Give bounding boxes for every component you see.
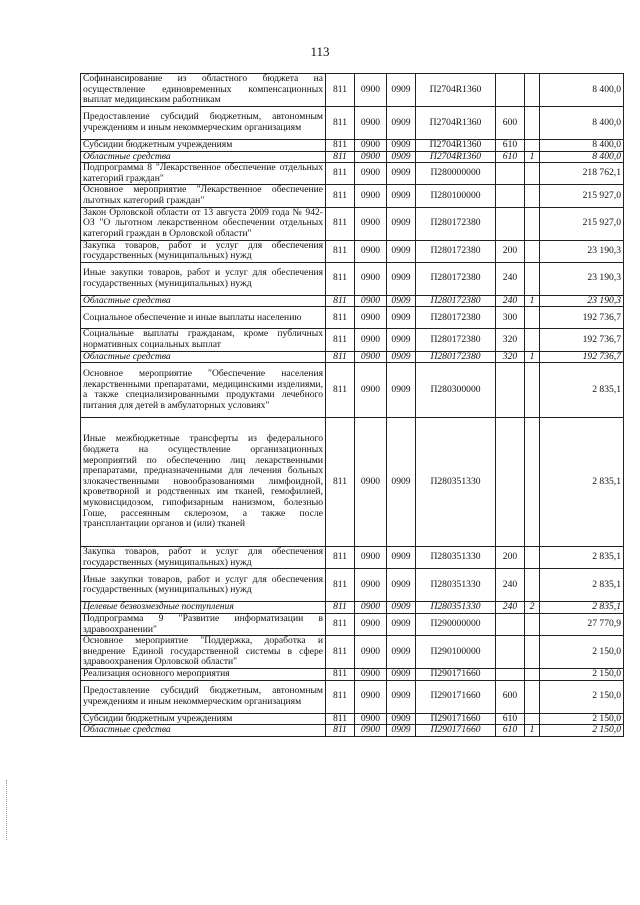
margin-mark [6,780,10,840]
table-row [81,207,624,240]
row-target-article: П280172380 [416,262,496,295]
row-funding-source: 1 [525,151,540,163]
row-expense-type: 300 [496,307,525,329]
row-expense-type: 610 [496,713,525,725]
row-expense-type: 240 [496,602,525,614]
row-glav: 811 [326,240,355,262]
row-expense-type: 610 [496,151,525,163]
row-amount: 215 927,0 [540,207,624,240]
row-section: 0900 [355,351,387,363]
row-funding-source [525,262,540,295]
row-amount: 192 736,7 [540,329,624,351]
row-expense-type: 240 [496,569,525,602]
row-amount: 215 927,0 [540,185,624,207]
row-name: Областные средства [81,151,326,163]
row-section: 0900 [355,240,387,262]
row-subsection: 0909 [387,680,416,713]
row-section: 0900 [355,669,387,681]
row-section: 0900 [355,207,387,240]
row-subsection: 0909 [387,74,416,107]
row-funding-source [525,185,540,207]
row-amount: 8 400,0 [540,107,624,140]
row-funding-source [525,140,540,152]
row-target-article: П290171660 [416,713,496,725]
row-expense-type [496,418,525,547]
row-glav: 811 [326,669,355,681]
row-name: Основное мероприятие "Обеспечение населения лекарственными препаратами, медицинскими изделиями, а также специализированными продуктами лечебного питания для детей в амбулаторных условиях" [81,363,326,418]
row-target-article: П290171660 [416,669,496,681]
row-expense-type: 600 [496,107,525,140]
row-funding-source [525,569,540,602]
row-funding-source: 1 [525,725,540,737]
row-funding-source [525,363,540,418]
row-target-article: П2704R1360 [416,107,496,140]
row-glav: 811 [326,151,355,163]
row-subsection: 0909 [387,140,416,152]
row-amount: 8 400,0 [540,151,624,163]
row-subsection: 0909 [387,569,416,602]
row-target-article: П280172380 [416,295,496,307]
row-funding-source: 2 [525,602,540,614]
row-subsection: 0909 [387,295,416,307]
row-name: Подпрограмма 9 "Развитие информатизации в здравоохранении" [81,613,326,635]
row-funding-source [525,636,540,669]
table-row [81,713,624,725]
row-funding-source: 1 [525,295,540,307]
row-name: Иные закупки товаров, работ и услуг для обеспечения государственных (муниципальных) нужд [81,262,326,295]
row-target-article: П280172380 [416,329,496,351]
row-amount: 2 150,0 [540,713,624,725]
row-name: Целевые безвозмездные поступления [81,602,326,614]
row-section: 0900 [355,140,387,152]
table-row [81,725,624,737]
row-target-article: П280351330 [416,547,496,569]
row-name: Подпрограмма 8 "Лекарственное обеспечение отдельных категорий граждан" [81,163,326,185]
row-amount: 218 762,1 [540,163,624,185]
row-name: Закупка товаров, работ и услуг для обеспечения государственных (муниципальных) нужд [81,240,326,262]
row-amount: 2 835,1 [540,418,624,547]
row-target-article: П290100000 [416,636,496,669]
row-expense-type [496,74,525,107]
row-subsection: 0909 [387,207,416,240]
row-funding-source [525,713,540,725]
row-glav: 811 [326,329,355,351]
row-glav: 811 [326,262,355,295]
row-subsection: 0909 [387,240,416,262]
row-expense-type [496,636,525,669]
table-row [81,569,624,602]
row-target-article: П2704R1360 [416,140,496,152]
budget-table-body [81,74,624,737]
row-name: Основное мероприятие "Лекарственное обеспечение льготных категорий граждан" [81,185,326,207]
row-section: 0900 [355,547,387,569]
row-amount: 27 770,9 [540,613,624,635]
table-row [81,262,624,295]
table-row [81,107,624,140]
table-row [81,680,624,713]
row-funding-source [525,240,540,262]
row-section: 0900 [355,295,387,307]
table-row [81,163,624,185]
row-glav: 811 [326,295,355,307]
row-name: Областные средства [81,725,326,737]
row-funding-source [525,329,540,351]
row-amount: 2 835,1 [540,547,624,569]
row-subsection: 0909 [387,418,416,547]
row-glav: 811 [326,163,355,185]
row-glav: 811 [326,140,355,152]
row-glav: 811 [326,602,355,614]
row-subsection: 0909 [387,185,416,207]
row-target-article: П2704R1360 [416,151,496,163]
row-funding-source: 1 [525,351,540,363]
row-amount: 23 190,3 [540,240,624,262]
row-amount: 2 835,1 [540,602,624,614]
row-name: Предоставление субсидий бюджетным, автономным учреждениям и иным некоммерческим организациям [81,107,326,140]
row-subsection: 0909 [387,329,416,351]
row-glav: 811 [326,307,355,329]
row-amount: 2 150,0 [540,636,624,669]
row-expense-type [496,613,525,635]
row-name: Субсидии бюджетным учреждениям [81,713,326,725]
row-section: 0900 [355,636,387,669]
row-expense-type [496,363,525,418]
row-name: Закон Орловской области от 13 августа 2009 года № 942-ОЗ "О льготном лекарственном обеспечении отдельных категорий граждан в Орловской области" [81,207,326,240]
row-section: 0900 [355,74,387,107]
row-glav: 811 [326,636,355,669]
row-funding-source [525,669,540,681]
row-glav: 811 [326,418,355,547]
row-target-article: П290171660 [416,725,496,737]
row-section: 0900 [355,185,387,207]
row-target-article: П280172380 [416,307,496,329]
row-amount: 23 190,3 [540,295,624,307]
row-funding-source [525,207,540,240]
row-expense-type: 240 [496,295,525,307]
row-target-article: П280351330 [416,602,496,614]
row-amount: 2 150,0 [540,669,624,681]
row-expense-type: 200 [496,240,525,262]
table-row [81,669,624,681]
row-funding-source [525,163,540,185]
row-glav: 811 [326,547,355,569]
row-funding-source [525,107,540,140]
row-funding-source [525,307,540,329]
row-glav: 811 [326,613,355,635]
table-row [81,307,624,329]
row-target-article: П290000000 [416,613,496,635]
row-target-article: П280300000 [416,363,496,418]
row-section: 0900 [355,713,387,725]
row-funding-source [525,613,540,635]
row-target-article: П280172380 [416,240,496,262]
row-amount: 2 150,0 [540,725,624,737]
row-glav: 811 [326,185,355,207]
row-section: 0900 [355,163,387,185]
row-subsection: 0909 [387,351,416,363]
table-row [81,418,624,547]
table-row [81,329,624,351]
row-subsection: 0909 [387,669,416,681]
row-subsection: 0909 [387,602,416,614]
row-section: 0900 [355,602,387,614]
row-target-article: П280351330 [416,418,496,547]
table-row [81,295,624,307]
row-expense-type [496,207,525,240]
row-glav: 811 [326,569,355,602]
table-row [81,363,624,418]
table-row [81,185,624,207]
row-subsection: 0909 [387,613,416,635]
row-glav: 811 [326,680,355,713]
row-amount: 2 835,1 [540,363,624,418]
row-expense-type: 320 [496,329,525,351]
row-glav: 811 [326,207,355,240]
row-section: 0900 [355,107,387,140]
row-amount: 192 736,7 [540,307,624,329]
row-target-article: П280351330 [416,569,496,602]
page-number: 113 [310,44,330,59]
row-section: 0900 [355,725,387,737]
row-name: Областные средства [81,295,326,307]
row-name: Иные межбюджетные трансферты из федерального бюджета на осуществление организационных мероприятий по обеспечению лиц лекарственными препаратами, предназначенными для лечения больных злокачественными новообразованиями лимфоидной, кроветворной и родственных им тканей, гемофилией, муковисцидозом, гипофизарным нанизмом, болезнью Гоше, рассеянным склерозом, а также после трансплантации органов и (или) тканей [81,418,326,547]
row-expense-type: 240 [496,262,525,295]
row-subsection: 0909 [387,636,416,669]
row-name: Иные закупки товаров, работ и услуг для обеспечения государственных (муниципальных) нужд [81,569,326,602]
row-amount: 2 150,0 [540,680,624,713]
table-row [81,613,624,635]
row-amount: 2 835,1 [540,569,624,602]
row-name: Предоставление субсидий бюджетным, автономным учреждениям и иным некоммерческим организациям [81,680,326,713]
row-section: 0900 [355,329,387,351]
row-section: 0900 [355,307,387,329]
table-row [81,351,624,363]
row-expense-type [496,669,525,681]
table-row [81,151,624,163]
row-funding-source [525,74,540,107]
row-funding-source [525,418,540,547]
row-expense-type: 610 [496,725,525,737]
row-amount: 8 400,0 [540,74,624,107]
row-expense-type: 200 [496,547,525,569]
row-expense-type: 610 [496,140,525,152]
row-section: 0900 [355,151,387,163]
table-row [81,140,624,152]
row-target-article: П280172380 [416,207,496,240]
row-funding-source [525,680,540,713]
table-row [81,636,624,669]
row-target-article: П280172380 [416,351,496,363]
row-subsection: 0909 [387,307,416,329]
row-section: 0900 [355,418,387,547]
row-subsection: 0909 [387,262,416,295]
row-glav: 811 [326,725,355,737]
row-expense-type [496,185,525,207]
row-section: 0900 [355,680,387,713]
row-section: 0900 [355,262,387,295]
row-section: 0900 [355,613,387,635]
row-subsection: 0909 [387,713,416,725]
row-funding-source [525,547,540,569]
row-expense-type: 600 [496,680,525,713]
row-subsection: 0909 [387,547,416,569]
row-expense-type: 320 [496,351,525,363]
row-amount: 23 190,3 [540,262,624,295]
row-name: Софинансирование из областного бюджета на осуществление единовременных компенсационных выплат медицинским работникам [81,74,326,107]
row-name: Субсидии бюджетным учреждениям [81,140,326,152]
table-row [81,602,624,614]
row-glav: 811 [326,74,355,107]
row-glav: 811 [326,713,355,725]
row-glav: 811 [326,363,355,418]
row-name: Областные средства [81,351,326,363]
row-target-article: П280000000 [416,163,496,185]
budget-table [80,73,624,737]
row-subsection: 0909 [387,363,416,418]
row-subsection: 0909 [387,725,416,737]
table-row [81,240,624,262]
row-amount: 192 736,7 [540,351,624,363]
row-target-article: П280100000 [416,185,496,207]
row-target-article: П2704R1360 [416,74,496,107]
row-glav: 811 [326,107,355,140]
row-section: 0900 [355,363,387,418]
row-subsection: 0909 [387,163,416,185]
row-expense-type [496,163,525,185]
row-section: 0900 [355,569,387,602]
row-name: Социальные выплаты гражданам, кроме публичных нормативных социальных выплат [81,329,326,351]
row-glav: 811 [326,351,355,363]
row-name: Социальное обеспечение и иные выплаты населению [81,307,326,329]
row-name: Реализация основного мероприятия [81,669,326,681]
row-amount: 8 400,0 [540,140,624,152]
row-subsection: 0909 [387,107,416,140]
table-row [81,547,624,569]
row-target-article: П290171660 [416,680,496,713]
row-subsection: 0909 [387,151,416,163]
table-row [81,74,624,107]
row-name: Основное мероприятие "Поддержка, доработка и внедрение Единой государственной системы в сфере здравоохранения Орловской области" [81,636,326,669]
row-name: Закупка товаров, работ и услуг для обеспечения государственных (муниципальных) нужд [81,547,326,569]
